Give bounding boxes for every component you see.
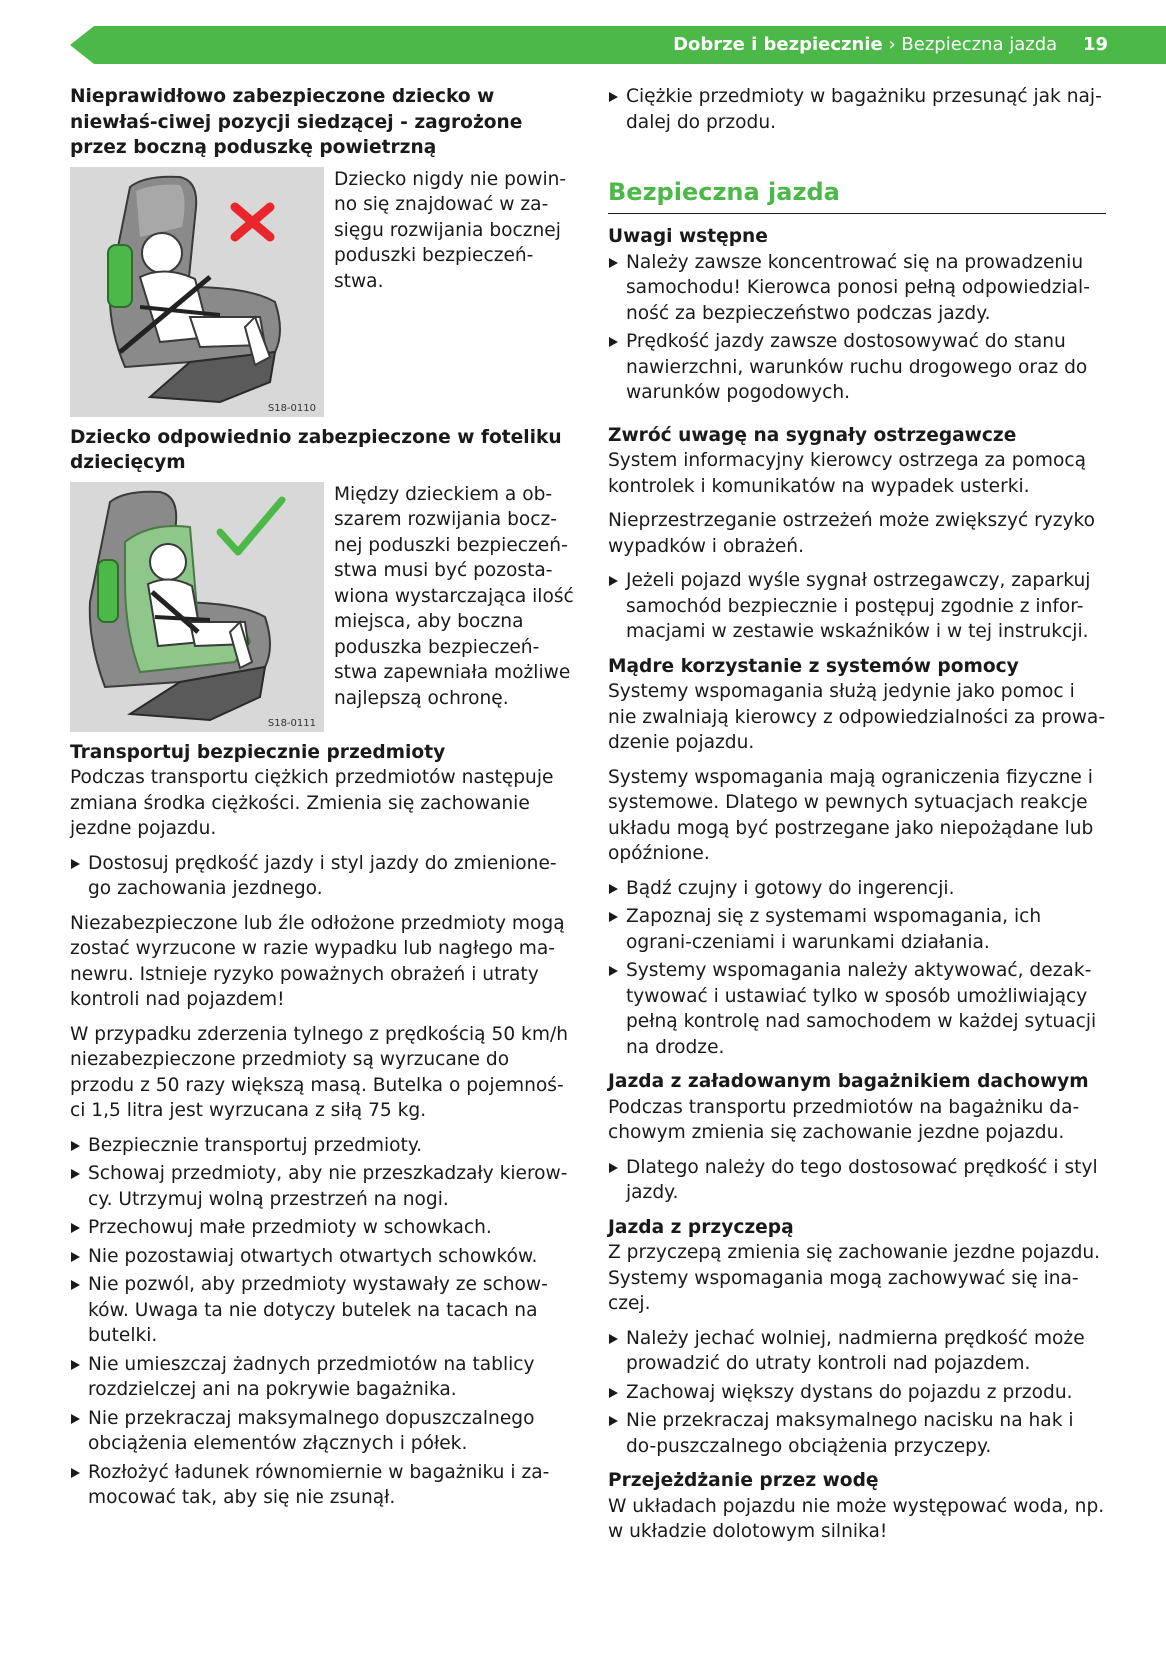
header-separator: › <box>888 34 896 55</box>
list-item: Należy jechać wolniej, nadmierna prędkość może prowadzić do utraty kontroli nad pojazdem. <box>608 1326 1106 1377</box>
trailer-bullets <box>608 1326 1106 1460</box>
transport-bullets-2 <box>70 1133 575 1511</box>
list-item: Zachowaj większy dystans do pojazdu z przodu. <box>608 1380 1106 1406</box>
transport-paragraph-3: W przypadku zderzenia tylnego z prędkością 50 km/h niezabezpieczone przedmioty są wyrzucane do przodu z 50 razy większą masą. Butelka o pojemnoś-ci 1,5 litra jest wyrzucana z siłą 75 kg. <box>70 1023 568 1121</box>
list-item: Dlatego należy do tego dostosować prędkość i styl jazdy. <box>608 1155 1106 1206</box>
fig1-code: S18-0110 <box>267 402 316 414</box>
page-number: 19 <box>1082 34 1108 55</box>
fig2-title: Dziecko odpowiednio zabezpieczone w foteliku dziecięcym <box>70 426 562 473</box>
list-item: Dostosuj prędkość jazdy i styl jazdy do zmienione-go zachowania jezdnego. <box>70 851 575 902</box>
right-column <box>608 84 1106 1554</box>
warn-title: Zwróć uwagę na sygnały ostrzegawcze <box>608 424 1017 446</box>
list-item: Przechowuj małe przedmioty w schowkach. <box>70 1215 575 1241</box>
header-section: Bezpieczna jazda <box>901 34 1058 55</box>
warn-paragraph-2: Nieprzestrzeganie ostrzeżeń może zwiększyć ryzyko wypadków i obrażeń. <box>608 510 1095 557</box>
fig1-title: Nieprawidłowo zabezpieczone dziecko w niewłaś-ciwej pozycji siedzącej - zagrożone przez boczną poduszkę powietrzną <box>70 86 523 158</box>
top-bullets <box>608 84 1106 135</box>
seat-illustration-correct <box>70 482 324 732</box>
trailer-title: Jazda z przyczepą <box>608 1216 794 1238</box>
water-paragraph-1: W układach pojazdu nie może występować woda, np. w układzie dolotowym silnika! <box>608 1495 1105 1542</box>
roof-title: Jazda z załadowanym bagażnikiem dachowym <box>608 1071 1089 1092</box>
fig2-code: S18-0111 <box>267 717 316 729</box>
list-item: Nie pozwól, aby przedmioty wystawały ze schow-ków. Uwaga ta nie dotyczy butelek na tacach na butelki. <box>70 1272 575 1349</box>
list-item: Nie umieszczaj żadnych przedmiotów na tablicy rozdzielczej ani na pokrywie bagażnika. <box>70 1352 575 1403</box>
header-breadcrumb <box>673 26 1108 64</box>
list-item: Ciężkie przedmioty w bagażniku przesunąć jak naj-dalej do przodu. <box>608 84 1106 135</box>
roof-bullets <box>608 1155 1106 1206</box>
seat-illustration-incorrect <box>70 167 324 417</box>
figure-child-correct <box>70 482 324 732</box>
warn-paragraph-1: System informacyjny kierowcy ostrzega za pomocą kontrolek i komunikatów na wypadek usterki. <box>608 450 1087 497</box>
trailer-paragraph-1: Z przyczepą zmienia się zachowanie jezdne pojazdu. Systemy wspomagania mogą zachowywać się ina-czej. <box>608 1242 1101 1314</box>
assist-paragraph-2: Systemy wspomagania mają ograniczenia fizyczne i systemowe. Dlatego w pewnych sytuacjach reakcje układu mogą być postrzegane jako niepożądane lub opóźnione. <box>608 766 1094 864</box>
roof-paragraph-1: Podczas transportu przedmiotów na bagażniku da-chowym zmienia się zachowanie jezdne pojazdu. <box>608 1096 1080 1143</box>
page-header <box>0 0 1166 92</box>
list-item: Rozłożyć ładunek równomiernie w bagażniku i za-mocować tak, aby się nie zsunął. <box>70 1460 575 1511</box>
intro-bullets <box>608 250 1106 406</box>
assist-title: Mądre korzystanie z systemów pomocy <box>608 655 1019 677</box>
transport-paragraph-2: Niezabezpieczone lub źle odłożone przedmioty mogą zostać wyrzucone w razie wypadku lub nagłego ma-newru. Istnieje ryzyko poważnych obrażeń i utraty kontroli nad pojazdem! <box>70 912 565 1010</box>
left-column <box>70 84 575 1520</box>
list-item: Systemy wspomagania należy aktywować, dezak-tywować i ustawiać tylko w sposób umożliwiający pełną kontrolę nad samochodem w każdej sytuacji na drodze. <box>608 958 1106 1060</box>
list-item: Bądź czujny i gotowy do ingerencji. <box>608 876 1106 902</box>
fig1-row <box>70 167 575 417</box>
fig2-text: Między dzieckiem a ob-szarem rozwijania bocz-nej poduszki bezpieczeń-stwa musi być pozosta-wiona wystarczająca ilość miejsca, aby boczna poduszka bezpieczeń-stwa zapewniała możliwe najlepszą ochronę. <box>334 483 574 709</box>
list-item: Należy zawsze koncentrować się na prowadzeniu samochodu! Kierowca ponosi pełną odpowiedzial-ność za bezpieczeństwo podczas jazdy. <box>608 250 1106 327</box>
transport-paragraph-1: Podczas transportu ciężkich przedmiotów następuje zmiana środka ciężkości. Zmienia się zachowanie jezdne pojazdu. <box>70 767 554 839</box>
fig1-text: Dziecko nigdy nie powin-no się znajdować w za-sięgu rozwijania bocznej poduszki bezpieczeń-stwa. <box>334 168 567 292</box>
list-item: Zapoznaj się z systemami wspomagania, ich ograni-czeniami i warunkami działania. <box>608 904 1106 955</box>
fig2-row <box>70 482 575 732</box>
intro-title: Uwagi wstępne <box>608 226 768 247</box>
list-item: Jeżeli pojazd wyśle sygnał ostrzegawczy, zaparkuj samochód bezpiecznie i postępuj zgodnie z infor-macjami w zestawie wskaźników i w tej instrukcji. <box>608 568 1106 645</box>
transport-title: Transportuj bezpiecznie przedmioty <box>70 741 446 763</box>
assist-paragraph-1: Systemy wspomagania służą jedynie jako pomoc i nie zwalniają kierowcy z odpowiedzialności za prowa-dzenie pojazdu. <box>608 681 1106 753</box>
list-item: Bezpiecznie transportuj przedmioty. <box>70 1133 575 1159</box>
warn-bullets <box>608 568 1106 645</box>
list-item: Prędkość jazdy zawsze dostosowywać do stanu nawierzchni, warunków ruchu drogowego oraz do warunków pogodowych. <box>608 329 1106 406</box>
list-item: Nie pozostawiaj otwartych otwartych schowków. <box>70 1244 575 1270</box>
transport-bullets-1 <box>70 851 575 902</box>
list-item: Schowaj przedmioty, aby nie przeszkadzały kierow-cy. Utrzymuj wolną przestrzeń na nogi. <box>70 1161 575 1212</box>
water-title: Przejeżdżanie przez wodę <box>608 1470 879 1491</box>
section-title: Bezpieczna jazda <box>608 177 1106 214</box>
list-item: Nie przekraczaj maksymalnego nacisku na hak i do-puszczalnego obciążenia przyczepy. <box>608 1408 1106 1459</box>
header-chapter: Dobrze i bezpiecznie <box>673 34 883 55</box>
assist-bullets <box>608 876 1106 1061</box>
figure-child-incorrect <box>70 167 324 417</box>
list-item: Nie przekraczaj maksymalnego dopuszczalnego obciążenia elementów złącznych i półek. <box>70 1406 575 1457</box>
